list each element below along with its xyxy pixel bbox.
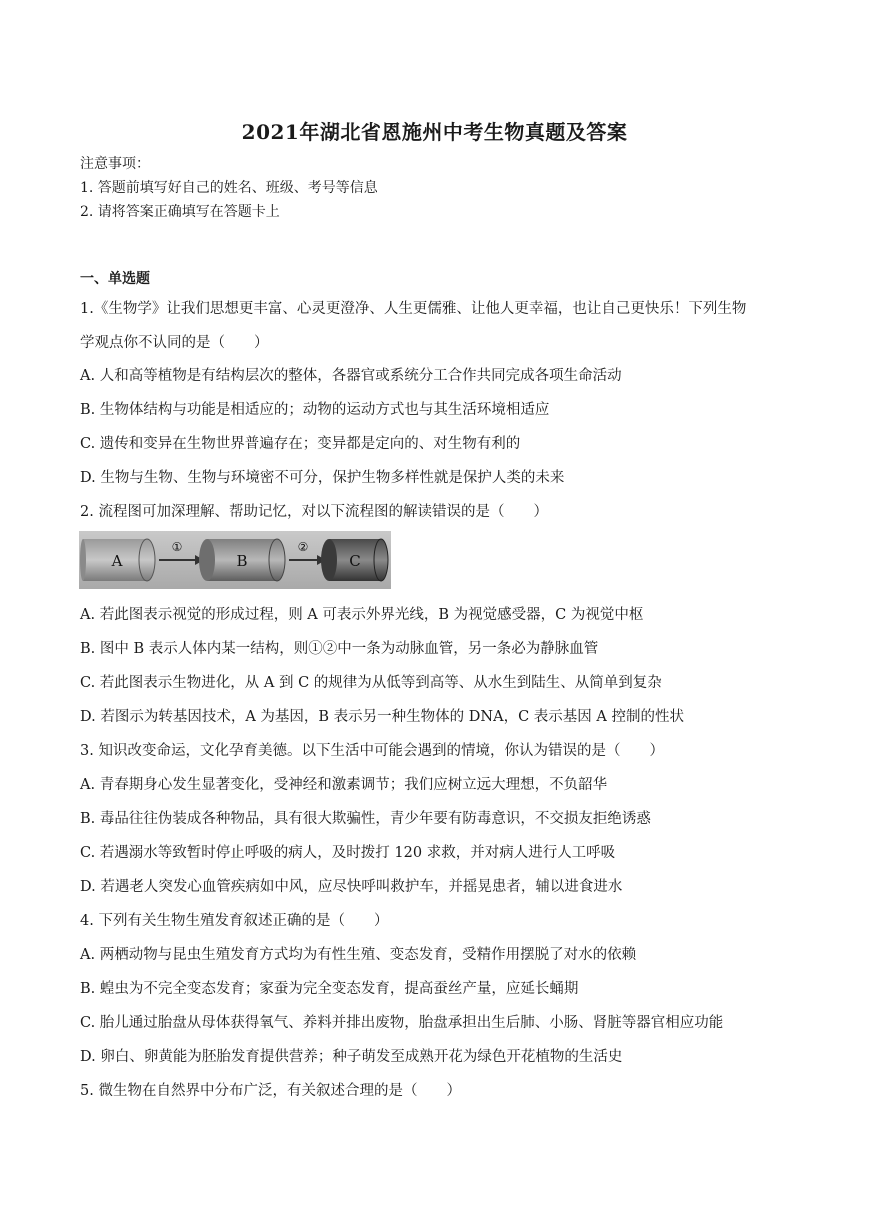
section-heading-single-choice: 一、单选题 [80,271,150,287]
question-1-option-c: C. 遗传和变异在生物世界普遍存在；变异都是定向的、对生物有利的 [80,436,521,452]
notice-item-2: 2. 请将答案正确填写在答题卡上 [80,204,280,220]
question-3-option-c: C. 若遇溺水等致暂时停止呼吸的病人，及时拨打 120 求救，并对病人进行人工呼吸 [80,845,616,861]
question-2-option-d: D. 若图示为转基因技术，A 为基因，B 表示另一种生物体的 DNA，C 表示基因 A 控制的性状 [80,709,684,725]
flow-arrow-label-2: ② [297,540,309,554]
question-1-option-a: A. 人和高等植物是有结构层次的整体，各器官或系统分工合作共同完成各项生命活动 [80,368,622,384]
flow-node-a [80,539,155,581]
question-4-option-d: D. 卵白、卵黄能为胚胎发育提供营养；种子萌发至成熟开花为绿色开花植物的生活史 [80,1049,623,1065]
flow-node-b [199,539,285,581]
question-3-option-a: A. 青春期身心发生显著变化，受神经和激素调节；我们应树立远大理想，不负韶华 [80,777,608,793]
question-4-option-b: B. 蝗虫为不完全变态发育；家蚕为完全变态发育，提高蚕丝产量，应延长蛹期 [80,981,579,997]
flow-node-c [321,539,388,581]
question-1-stem: 1.《生物学》让我们思想更丰富、心灵更澄净、人生更儒雅、让他人更幸福，也让自己更快乐！下列生物 [80,301,747,317]
question-3-option-b: B. 毒品往往伪装成各种物品，具有很大欺骗性，青少年要有防毒意识，不交损友拒绝诱惑 [80,811,651,827]
flow-arrow-label-1: ① [171,540,183,554]
document-title: 2021年湖北省恩施州中考生物真题及答案 [241,120,628,144]
question-3-option-d: D. 若遇老人突发心血管疾病如中风，应尽快呼叫救护车，并摇晃患者，辅以进食进水 [80,879,623,895]
question-1-stem-cont: 学观点你不认同的是（ ） [80,335,269,351]
notice-heading: 注意事项： [80,156,150,172]
question-2-option-c: C. 若此图表示生物进化，从 A 到 C 的规律为从低等到高等、从水生到陆生、从简单到复杂 [80,675,662,691]
flow-label-c: C [349,552,361,570]
question-5-stem: 5. 微生物在自然界中分布广泛，有关叙述合理的是（ ） [80,1083,461,1099]
question-1-option-d: D. 生物与生物、生物与环境密不可分，保护生物多样性就是保护人类的未来 [80,470,565,486]
question-4-option-a: A. 两栖动物与昆虫生殖发育方式均为有性生殖、变态发育，受精作用摆脱了对水的依赖 [80,947,637,963]
flowchart-figure [79,531,391,589]
flow-label-a: A [111,552,123,570]
question-1-option-b: B. 生物体结构与功能是相适应的；动物的运动方式也与其生活环境相适应 [80,402,550,418]
flow-label-b: B [236,552,248,570]
question-4-stem: 4. 下列有关生物生殖发育叙述正确的是（ ） [80,913,389,929]
notice-item-1: 1. 答题前填写好自己的姓名、班级、考号等信息 [80,180,378,196]
question-2-option-b: B. 图中 B 表示人体内某一结构，则①②中一条为动脉血管，另一条必为静脉血管 [80,641,599,657]
question-2-stem: 2. 流程图可加深理解、帮助记忆，对以下流程图的解读错误的是（ ） [80,504,548,520]
question-4-option-c: C. 胎儿通过胎盘从母体获得氧气、养料并排出废物，胎盘承担出生后肺、小肠、肾脏等器官相应功能 [80,1015,724,1031]
question-2-option-a: A. 若此图表示视觉的形成过程，则 A 可表示外界光线，B 为视觉感受器，C 为视觉中枢 [80,607,644,623]
question-3-stem: 3. 知识改变命运，文化孕育美德。以下生活中可能会遇到的情境，你认为错误的是（ ） [80,743,664,759]
